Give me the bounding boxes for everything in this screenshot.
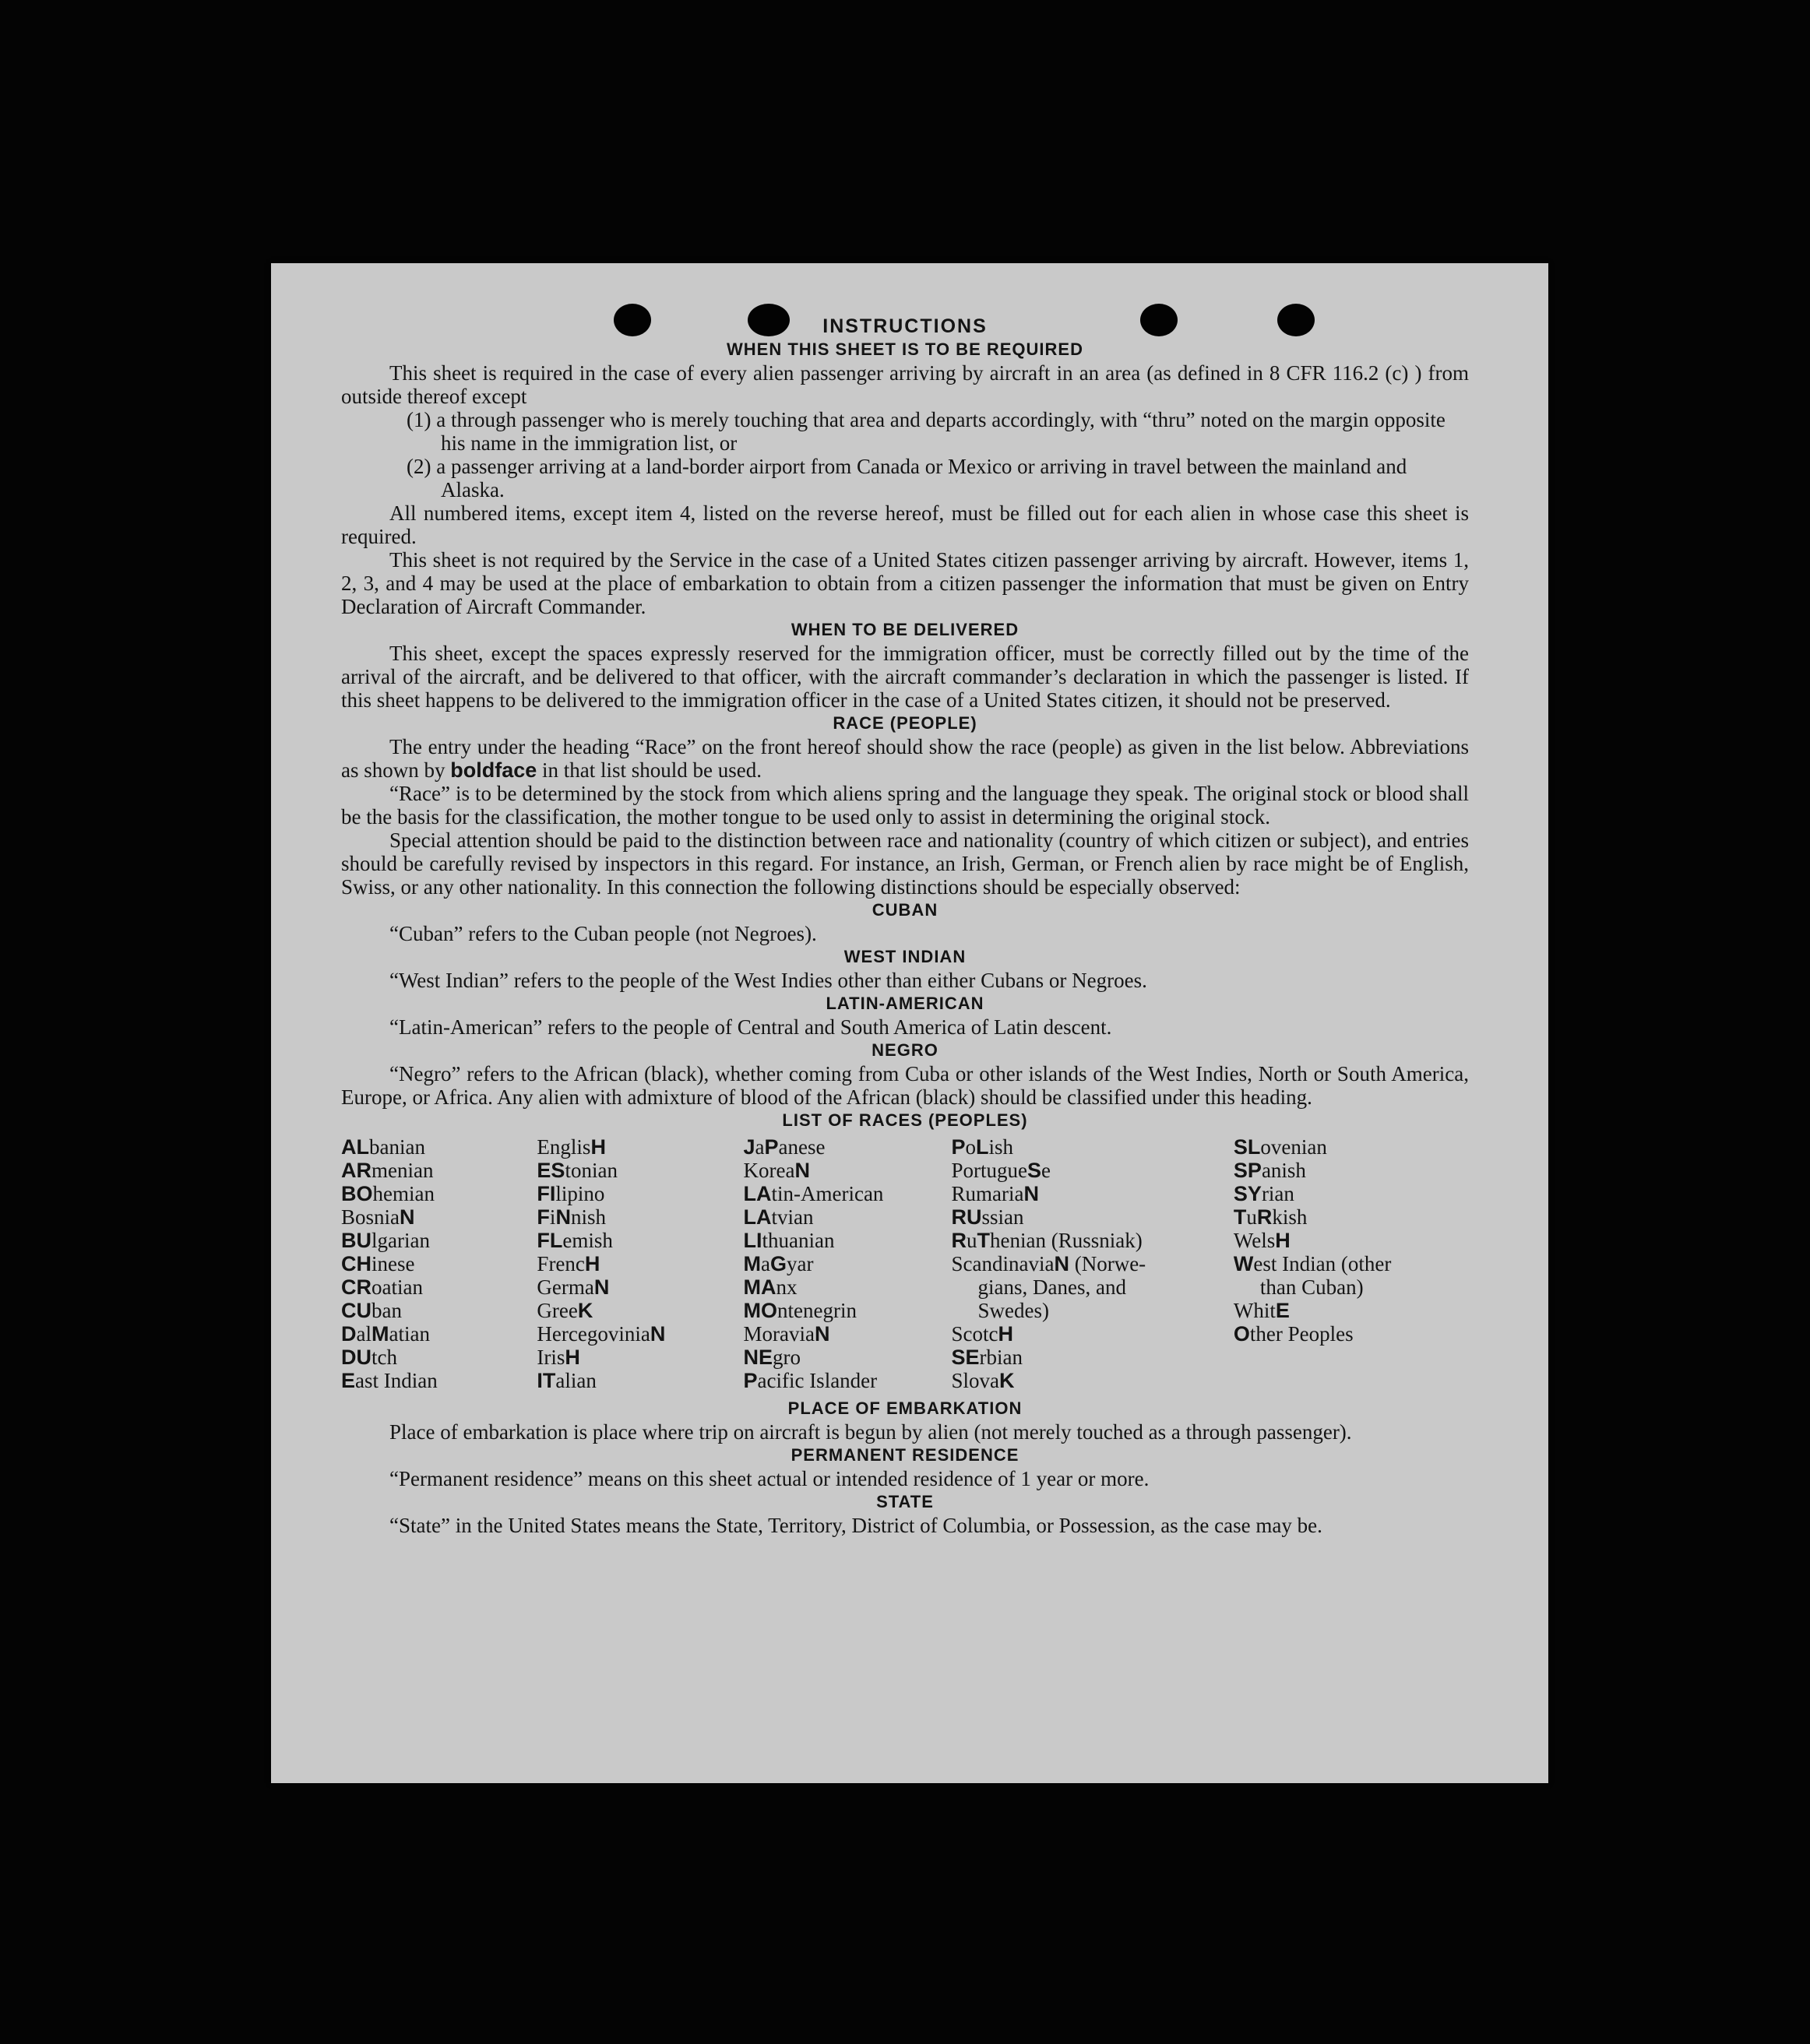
race-entry: CUban bbox=[341, 1299, 402, 1322]
race-entry: WelsH bbox=[1233, 1229, 1291, 1252]
race-entry: ARmenian bbox=[341, 1159, 434, 1182]
race-entry: MoraviaN bbox=[743, 1322, 830, 1346]
section-heading-required: WHEN THIS SHEET IS TO BE REQUIRED bbox=[727, 339, 1083, 359]
race-entry: Pacific Islander bbox=[743, 1369, 878, 1392]
race-entry: GreeK bbox=[537, 1299, 593, 1322]
definition-text: “Negro” refers to the African (black), whether coming from Cuba or other islands of the West Indies, North or South America, Europe, or Africa. Any alien with admixture of blood of the African (black) should be classified under this heading. bbox=[341, 1062, 1469, 1109]
section-heading-west-indian: WEST INDIAN bbox=[843, 947, 967, 966]
section-heading-race: RACE (PEOPLE) bbox=[833, 713, 977, 733]
race-entry: CRoatian bbox=[341, 1275, 423, 1299]
race-entry: GermaN bbox=[537, 1275, 610, 1299]
paragraph: Special attention should be paid to the distinction between race and nationality (country of which citizen or subject), and entries should be carefully revised by inspectors in this regard. For instance, an Irish, German, or French alien by race might be of English, Swiss, or any other nationality. In this connection the following distinctions should be especially observed: bbox=[341, 829, 1469, 899]
section-heading-state: STATE bbox=[876, 1492, 934, 1511]
paragraph: “Race” is to be determined by the stock from which aliens spring and the language they speak. The original stock or blood shall be the basis for the classification, the mother tongue to be used only to assist in determining the original stock. bbox=[341, 782, 1469, 829]
race-entry: FrencH bbox=[537, 1252, 600, 1275]
race-entry: JaPanese bbox=[743, 1135, 826, 1159]
race-entry: RumariaN bbox=[951, 1182, 1039, 1205]
definition-text: “Permanent residence” means on this sheet actual or intended residence of 1 year or more. bbox=[389, 1467, 1150, 1490]
race-entry: DalMatian bbox=[341, 1322, 430, 1346]
section-heading-residence: PERMANENT RESIDENCE bbox=[791, 1445, 1019, 1465]
race-entry: than Cuban) bbox=[1259, 1275, 1364, 1299]
race-entry: FiNnish bbox=[537, 1205, 606, 1229]
section-heading-negro: NEGRO bbox=[872, 1040, 938, 1060]
paragraph: The entry under the heading “Race” on the front hereof should show the race (people) as given in the list below. Abbreviations as shown by boldface in that list should be used. bbox=[341, 735, 1469, 782]
race-column bbox=[952, 1135, 1178, 1392]
race-entry: DUtch bbox=[341, 1346, 397, 1369]
race-column bbox=[537, 1135, 743, 1392]
race-entry: ScotcH bbox=[951, 1322, 1013, 1346]
page-title: INSTRUCTIONS bbox=[822, 315, 988, 337]
definition-text: “West Indian” refers to the people of the West Indies other than either Cubans or Negroes. bbox=[389, 969, 1147, 992]
race-entry: IrisH bbox=[537, 1346, 580, 1369]
race-entry: MaGyar bbox=[743, 1252, 814, 1275]
race-entry: West Indian (other bbox=[1233, 1252, 1392, 1275]
race-entry: gians, Danes, and bbox=[977, 1275, 1126, 1299]
race-entry: SPanish bbox=[1233, 1159, 1306, 1182]
race-entry: ScandinaviaN (Norwe- bbox=[951, 1252, 1146, 1275]
race-entry: LAtin-American bbox=[743, 1182, 884, 1205]
instructions-content bbox=[341, 315, 1469, 1537]
race-entry: HercegoviniaN bbox=[537, 1322, 666, 1346]
section-heading-embarkation: PLACE OF EMBARKATION bbox=[787, 1398, 1023, 1418]
race-entry: SYrian bbox=[1233, 1182, 1294, 1205]
race-entry: FIlipino bbox=[537, 1182, 605, 1205]
race-entry: BosniaN bbox=[341, 1205, 415, 1229]
race-entry: SErbian bbox=[951, 1346, 1023, 1369]
race-entry: MOntenegrin bbox=[743, 1299, 857, 1322]
race-column bbox=[743, 1135, 951, 1392]
race-entry: East Indian bbox=[341, 1369, 438, 1392]
document-sheet bbox=[271, 263, 1548, 1783]
race-entry: ALbanian bbox=[341, 1135, 425, 1159]
race-entry: Other Peoples bbox=[1233, 1322, 1354, 1346]
definition-text: “Latin-American” refers to the people of Central and South America of Latin descent. bbox=[389, 1015, 1112, 1039]
definition-text: “Cuban” refers to the Cuban people (not Negroes). bbox=[389, 922, 817, 945]
race-entry: RUssian bbox=[951, 1205, 1024, 1229]
race-entry: NEgro bbox=[743, 1346, 801, 1369]
paragraph: This sheet is not required by the Service in the case of a United States citizen passenger arriving by aircraft. However, items 1, 2, 3, and 4 may be used at the place of embarkation to obtain from a citizen passenger the information that must be given on Entry Declaration of Aircraft Commander. bbox=[341, 548, 1469, 618]
race-entry: BOhemian bbox=[341, 1182, 435, 1205]
race-entry: LAtvian bbox=[743, 1205, 814, 1229]
paragraph: This sheet, except the spaces expressly reserved for the immigration officer, must be correctly filled out by the time of the arrival of the aircraft, and be delivered to that officer, with the aircraft commander’s declaration in which the passenger is listed. If this sheet happens to be delivered to the immigration officer in the case of a United States citizen, it should not be preserved. bbox=[341, 642, 1469, 712]
race-column bbox=[1234, 1135, 1469, 1392]
race-entry: RuThenian (Russniak) bbox=[951, 1229, 1143, 1252]
race-entry: KoreaN bbox=[743, 1159, 810, 1182]
section-heading-delivered: WHEN TO BE DELIVERED bbox=[791, 620, 1019, 639]
race-entry: SLovenian bbox=[1233, 1135, 1327, 1159]
race-entry: SlovaK bbox=[951, 1369, 1015, 1392]
section-heading-cuban: CUBAN bbox=[872, 900, 938, 920]
race-column bbox=[341, 1135, 537, 1392]
paragraph: All numbered items, except item 4, listed on the reverse hereof, must be filled out for each alien in whose case this sheet is required. bbox=[341, 501, 1469, 548]
race-entry: EnglisH bbox=[537, 1135, 606, 1159]
race-entry: FLemish bbox=[537, 1229, 613, 1252]
race-entry: PoLish bbox=[951, 1135, 1014, 1159]
race-entry: TuRkish bbox=[1233, 1205, 1308, 1229]
section-heading-latin-american: LATIN-AMERICAN bbox=[826, 994, 984, 1013]
race-entry: CHinese bbox=[341, 1252, 415, 1275]
race-entry: PortugueSe bbox=[951, 1159, 1051, 1182]
race-entry: EStonian bbox=[537, 1159, 618, 1182]
section-heading-race-list: LIST OF RACES (PEOPLES) bbox=[782, 1110, 1028, 1130]
list-item: (2) a passenger arriving at a land-border airport from Canada or Mexico or arriving in travel between the mainland and Alaska. bbox=[407, 455, 1407, 501]
race-entry: LIthuanian bbox=[743, 1229, 835, 1252]
race-entry: Swedes) bbox=[977, 1299, 1049, 1322]
paragraph: This sheet is required in the case of every alien passenger arriving by aircraft in an area (as defined in 8 CFR 116.2 (c) ) from outside thereof except bbox=[341, 361, 1469, 408]
list-item: (1) a through passenger who is merely touching that area and departs accordingly, with “thru” noted on the margin opposite his name in the immigration list, or bbox=[407, 408, 1446, 455]
race-entry: WhitE bbox=[1233, 1299, 1290, 1322]
race-list bbox=[341, 1135, 1469, 1392]
definition-text: “State” in the United States means the State, Territory, District of Columbia, or Possession, as the case may be. bbox=[389, 1514, 1322, 1537]
race-entry: MAnx bbox=[743, 1275, 798, 1299]
race-entry: BUlgarian bbox=[341, 1229, 430, 1252]
definition-text: Place of embarkation is place where trip on aircraft is begun by alien (not merely touched as a through passenger). bbox=[389, 1420, 1352, 1444]
race-entry: ITalian bbox=[537, 1369, 597, 1392]
